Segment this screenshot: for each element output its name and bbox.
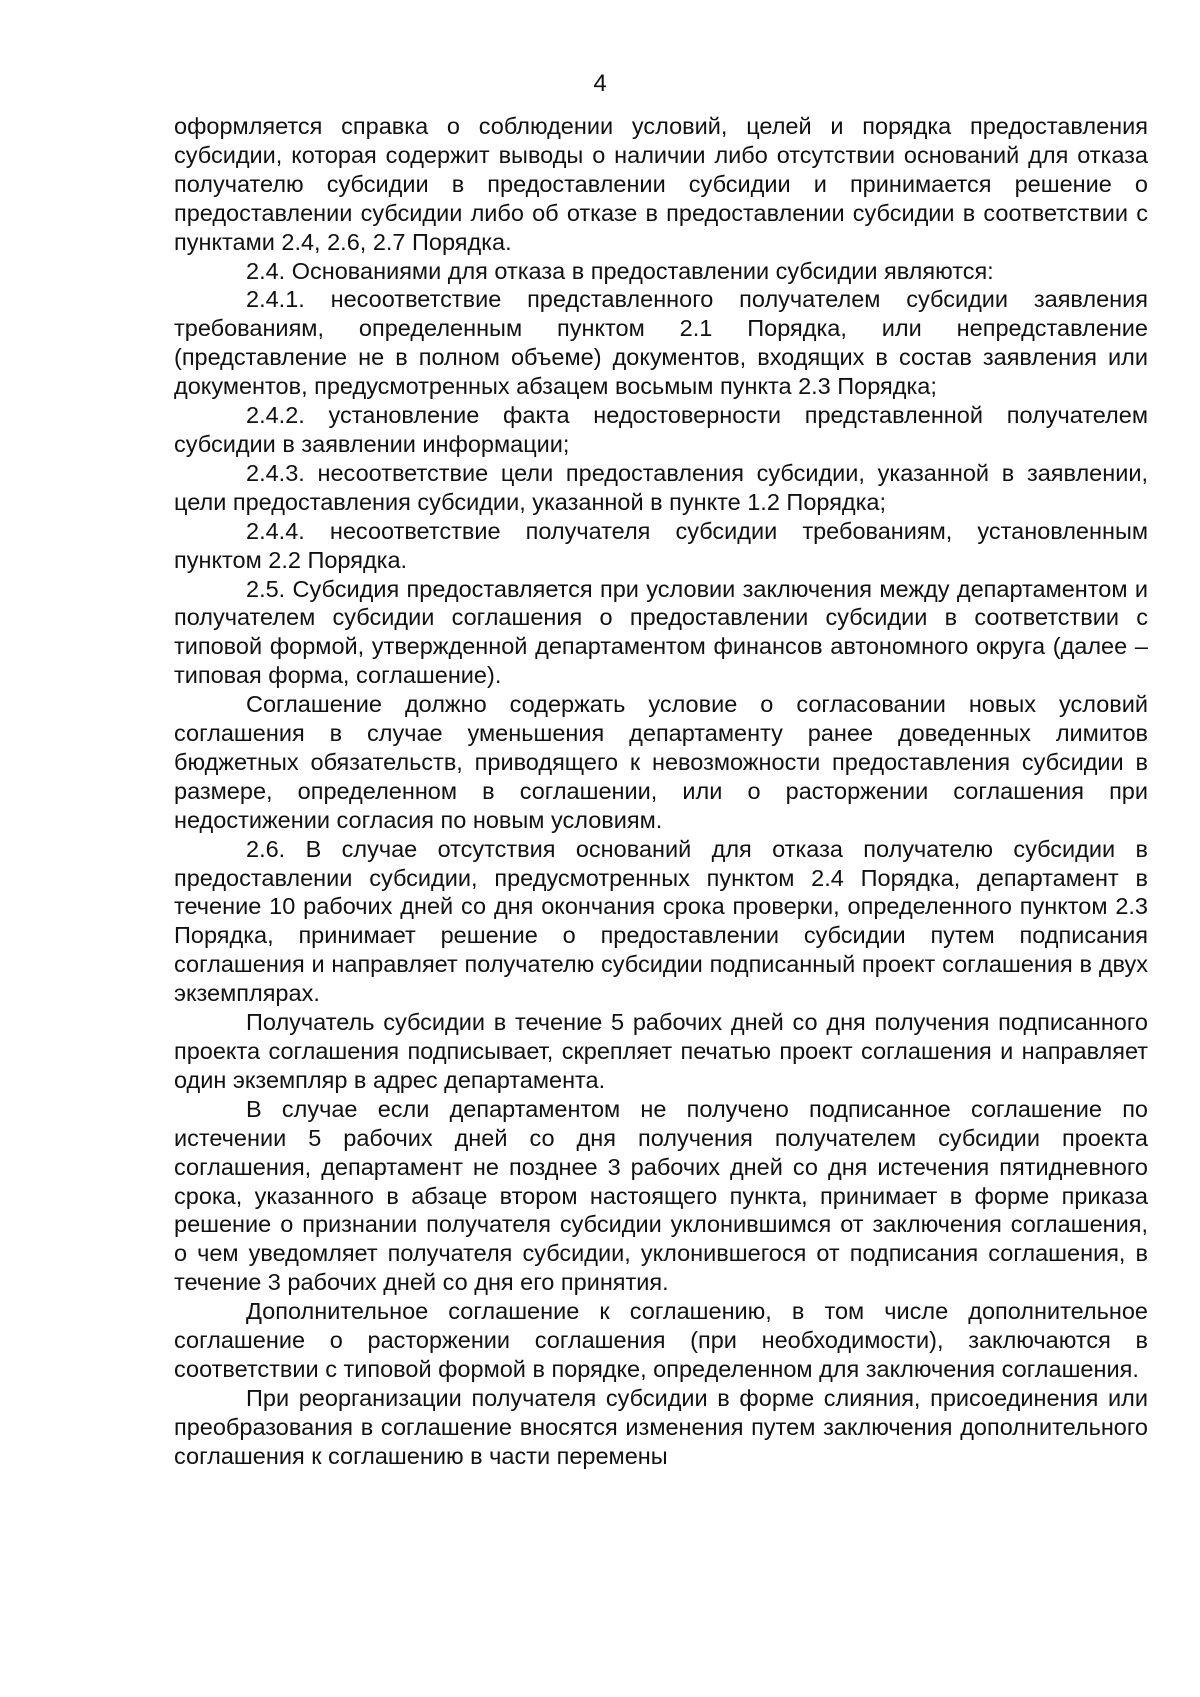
paragraph-2-4: 2.4. Основаниями для отказа в предоставлении субсидии являются: [246, 257, 994, 284]
paragraph-evasion: В случае если департаментом не получено подписанное соглашение по истечении 5 рабочих дней со дня получения получателем субсидии проекта соглашения, департамент не позднее 3 рабочих дней со дня истечения пятидневного срока, указанного в абзаце втором настоящего пункта, принимает в форме приказа решение о признании получателя субсидии уклонившимся от заключения соглашения, о чем уведомляет получателя субсидии, уклонившегося от подписания соглашения, в течение 3 рабочих дней со дня его принятия. [174, 1095, 1148, 1296]
paragraph-agreement-conditions: Соглашение должно содержать условие о согласовании новых условий соглашения в случае уменьшения департаменту ранее доведенных лимитов бюджетных обязательств, приводящего к невозможности предоставления субсидии в размере, определенном в соглашении, или о расторжении соглашения при недостижении согласия по новым условиям. [174, 691, 1148, 833]
paragraph-2-4-4: 2.4.4. несоответствие получателя субсидии требованиям, установленным пунктом 2.2 Порядка. [174, 517, 1148, 573]
paragraph-2-6: 2.6. В случае отсутствия оснований для отказа получателю субсидии в предоставлении субсидии, предусмотренных пунктом 2.4 Порядка, департамент в течение 10 рабочих дней со дня окончания срока проверки, определенного пунктом 2.3 Порядка, принимает решение о предоставлении субсидии путем подписания соглашения и направляет получателю субсидии подписанный проект соглашения в двух экземплярах. [174, 835, 1148, 1007]
paragraph-continuation: оформляется справка о соблюдении условий, целей и порядка предоставления субсидии, которая содержит выводы о наличии либо отсутствии оснований для отказа получателю субсидии в предоставлении субсидии и принимается решение о предоставлении субсидии либо об отказе в предоставлении субсидии в соответствии с пунктами 2.4, 2.6, 2.7 Порядка. [174, 113, 1148, 255]
paragraph-2-4-1: 2.4.1. несоответствие представленного получателем субсидии заявления требованиям, определенным пунктом 2.1 Порядка, или непредставление (представление не в полном объеме) документов, входящих в состав заявления или документов, предусмотренных абзацем восьмым пункта 2.3 Порядка; [174, 286, 1148, 400]
page-number: 4 [593, 70, 607, 97]
paragraph-2-5: 2.5. Субсидия предоставляется при условии заключения между департаментом и получателем субсидии соглашения о предоставлении субсидии в соответствии с типовой формой, утвержденной департаментом финансов автономного округа (далее – типовая форма, соглашение). [174, 575, 1148, 689]
paragraph-2-4-3: 2.4.3. несоответствие цели предоставления субсидии, указанной в заявлении, цели предоставления субсидии, указанной в пункте 1.2 Порядка; [174, 459, 1148, 515]
paragraph-recipient-signing: Получатель субсидии в течение 5 рабочих дней со дня получения подписанного проекта соглашения подписывает, скрепляет печатью проект соглашения и направляет один экземпляр в адрес департамента. [174, 1009, 1148, 1093]
document-body [174, 112, 1148, 1471]
paragraph-additional-agreement: Дополнительное соглашение к соглашению, в том числе дополнительное соглашение о расторжении соглашения (при необходимости), заключаются в соответствии с типовой формой в порядке, определенном для заключения соглашения. [174, 1298, 1148, 1382]
paragraph-2-4-2: 2.4.2. установление факта недостоверности представленной получателем субсидии в заявлении информации; [174, 402, 1148, 457]
paragraph-reorganization: При реорганизации получателя субсидии в форме слияния, присоединения или преобразования в соглашение вносятся изменения путем заключения дополнительного соглашения к соглашению в части перемены [174, 1384, 1148, 1469]
